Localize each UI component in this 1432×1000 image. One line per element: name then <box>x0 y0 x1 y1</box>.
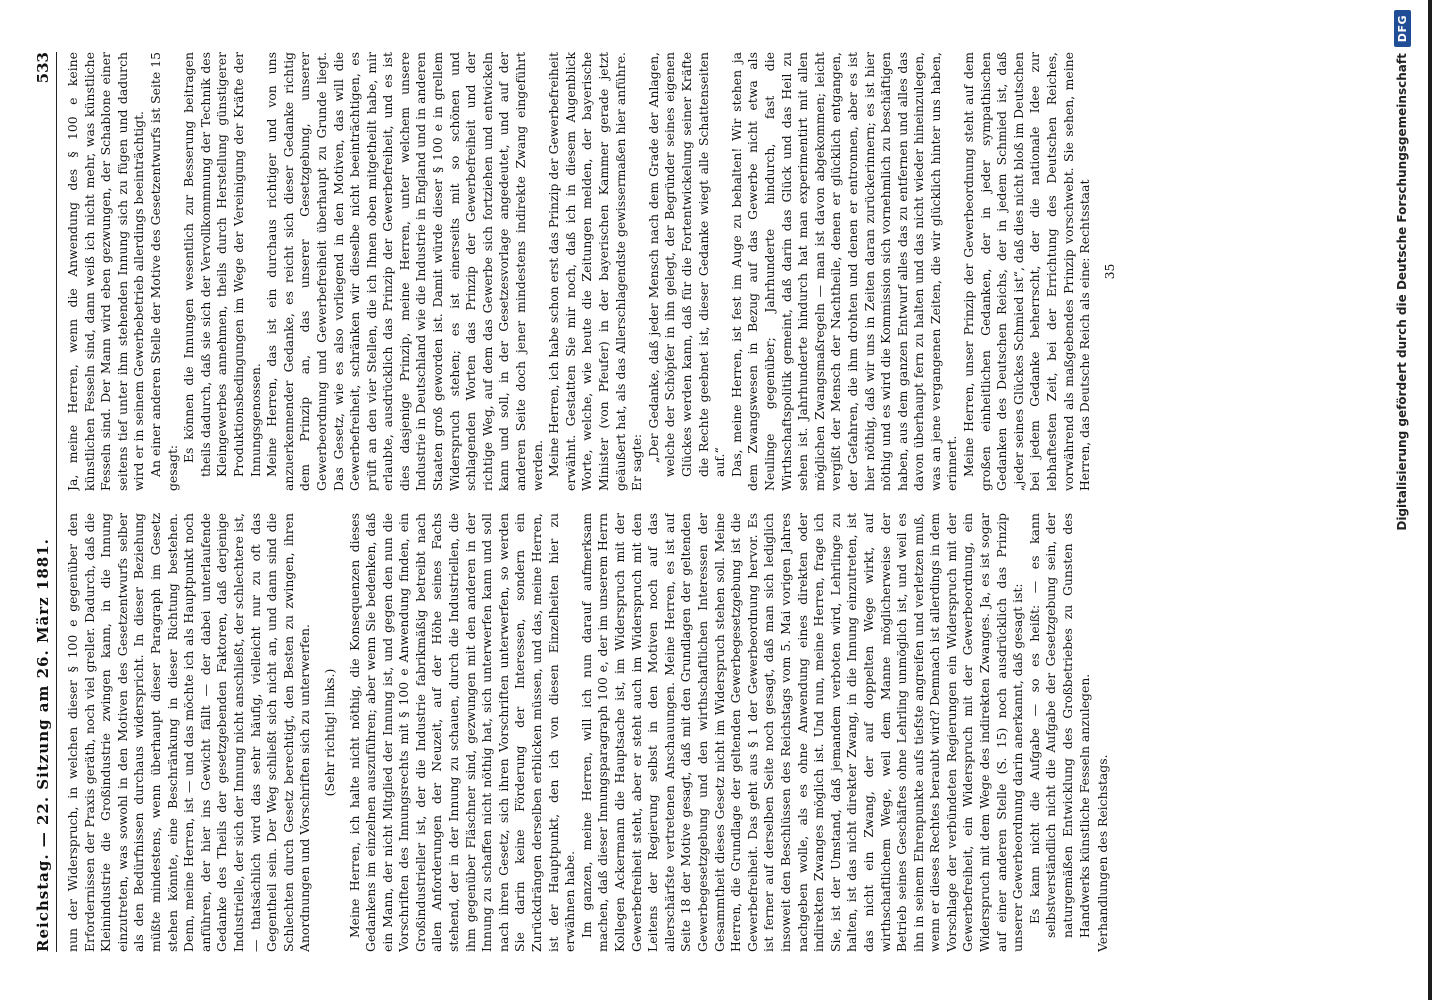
page-header <box>34 52 57 952</box>
paragraph: Das, meine Herren, ist fest im Auge zu behalten! Wir stehen ja dem Zwangswesen in Bezug auf das Gewerbe nicht etwa als Neulinge gegenüber; Jahrhunderte hindurch, fast die Wirthschaftspolitik gemeint, daß darin das Glück und das Heil zu sehen ist. Jahrhunderte hindurch hat man experimentirt mit allen möglichen Zwangsmaßregeln — man ist davon abgekommen; leicht vergißt der Mensch der Nachtheile, denen er glücklich entgangen, der Gefahren, die ihm drohten und denen er entronnen, aber es ist hier nöthig, daß wir uns in Zeiten daran zurückerinnern; es ist hier nöthig und es wird die Kommission sich vornehmlich zu beschäftigen haben, aus dem ganzen Entwurf alles das zu entfernen und alles das davon überhaupt fern zu halten und das nicht wieder hineinzulegen, was an jene vergangenen Zeiten, die wir glücklich hinter uns haben, erinnert. <box>728 52 960 491</box>
header-title: Reichstag. — 22. Sitzung am 26. März 1881. <box>34 538 52 952</box>
page-number: 533 <box>34 52 52 84</box>
column-right <box>65 52 1355 491</box>
paragraph: (Sehr richtig! links.) <box>321 668 337 797</box>
paragraph: Es können die Innungen wesentlich zur Besserung beitragen theils dadurch, daß sie sich der Vervollkommnung der Technik des Kleingewerbes annehmen, theils durch Herstellung günstigerer Produktionsbedingungen im Wege der Vereinigung der Kräfte der Innungsgenossen. <box>181 52 263 477</box>
paragraph: Meine Herren, das ist ein durchaus richtiger und von uns anzuerkennender Gedanke, es reicht sich dieser Gedanke richtig dem Prinzip an, das unserer Gesetzgebung, unserer Gewerbeordnung und Gewerbefreiheit überhaupt zu Grunde liegt. Das Gesetz, wie es also vorliegend in den Motiven, das will die Gewerbefreiheit, schränken wir dieselbe nicht beeinträchtigen, es prüft an den vier Stellen, die ich Ihnen oben mitgetheilt habe, mir erlaubte, ausdrücklich das Prinzip der Gewerbefreiheit, und es ist dies dasjenige Prinzip, meine Herren, unter welchem unsere Industrie in Deutschland wie die Industrie in England und in anderen Staaten groß geworden ist. Damit würde dieser § 100 e in grellem Widerspruch stehen; es ist einerseits mit so schönen und schlagenden Worten das Prinzip der Gewerbefreiheit und der richtige Weg, auf dem das Gewerbe sich fortziehen und entwickeln kann und soll, in der Gesetzesvorlage angedeutet, und auf der anderen Seite doch jener mindestens indirekte Zwang eingeführt werden. <box>264 52 545 491</box>
paragraph: An einer anderen Stelle der Motive des Gesetzentwurfs ist Seite 15 gesagt: <box>147 52 180 491</box>
paragraph: Meine Herren, ich habe schon erst das Prinzip der Gewerbefreiheit erwähnt. Gestatten Sie mir noch, daß ich in diesem Augenblick Worte, welche, wie heute die Zeitungen melden, der bayerische Minister (von Pfeufer) in der bayerischen Kammer gerade jetzt geäußert hat, als das Allerschlagendste gewissermaßen hier anführe. Er sagte: <box>546 52 645 491</box>
credit-text: Digitalisierung gefördert durch die Deutsche Forschungsgemeinschaft <box>1395 53 1409 531</box>
paragraph: Ja, meine Herren, wenn die Anwendung des § 100 e keine künstlichen Fesseln sind, dann weiß ich nicht mehr, was künstliche Fesseln sind. Der Mann wird eben gezwungen, der Schablone einer seitens tief unter ihm stehenden Innung sich zu fügen und dadurch wird er in seinem Gewerbebetrieb allerdings beeinträchtigt. <box>65 52 147 491</box>
paragraph: 35 <box>1101 263 1117 280</box>
paragraph: Verhandlungen des Reichstags. <box>1095 754 1111 952</box>
column-left <box>65 513 1355 952</box>
paragraph: „Der Gedanke, daß jeder Mensch nach dem Grade der Anlagen, welche der Schöpfer in ihn gelegt, der Begründer seines eigenen Glückes werden kann, daß für die Fortentwickelung seiner Kräfte die Rechte geebnet ist, dieser Gedanke wiegt alle Schattenseiten auf.“ <box>645 52 728 477</box>
dfg-logo: DFG <box>1394 10 1411 47</box>
text-columns <box>65 52 1355 952</box>
paragraph: Im ganzen, meine Herren, will ich nun darauf aufmerksam machen, daß dieser Innungsparagraph 100 e, der im unserem Herrn Kollegen Ackermann die Hauptsache ist, im Widerspruch mit der Gewerbefreiheit steht, aber er steht auch im Widerspruch mit den Leitens der Regierung selbst in den Motiven noch auf das allerschärfste vertretenen Anschauungen. Meine Herren, es ist auf Seite 18 der Motive gesagt, daß mit den Grundlagen der geltenden Gewerbegesetzgebung und den wirthschaftlichen Interessen der Gesammtheit dieses Gesetz nicht im Widerspruch stehen soll. Meine Herren, die Grundlage der geltenden Gewerbegesetzgebung ist die Gewerbefreiheit. Das geht aus § 1 der Gewerbeordnung hervor. Es ist ferner auf derselben Seite noch gesagt, daß man sich lediglich insoweit den Beschlüssen des Reichstags vom 5. Mai vorigen Jahres nachgeben wolle, als es ohne Anwendung eines direkten oder indirekten Zwanges möglich ist. Und nun, meine Herren, frage ich Sie, ist der Umstand, daß jemandem verboten wird, Lehrlinge zu halten, ist das nicht direkter Zwang, in die Innung einzutreten, ist das nicht ein Zwang, der auf doppelten Wege wirkt, auf wirthschaftlichem Wege, weil dem Manne möglicherweise der Betrieb seines Geschäftes ohne Lehrling unmöglich ist, und weil es ihn in seinem Ehrenpunkte aufs tiefste angreifen und verletzen muß, wenn er dieses Rechtes beraubt wird? Demnach ist allerdings in dem Vorschlage der verbündeten Regierungen ein Widerspruch mit der Gewerbefreiheit, ein Widerspruch mit der Gewerbeordnung, ein Widerspruch mit dem Wege des indirekten Zwanges. Ja, es ist sogar auf einer anderen Stelle (S. 15) noch ausdrücklich das Prinzip unserer Gewerbeordnung darin anerkannt, daß gesagt ist: <box>578 513 1026 952</box>
paragraph: Meine Herren, unser Prinzip der Gewerbeordnung steht auf dem großen einheitlichen Gedanken, der in jeder sympathischen Gedanken des Deutschen Reichs, der in jedem Schmied ist, daß „jeder seines Glückes Schmied ist“, daß dies nicht bloß im Deutschen bei jedem Gedanke beherrscht, der die nationale Idee zur lebhaftesten Zeit, bei der Errichtung des Deutschen Reiches, vorwährend als maßgebendes Prinzip vorschwebt. Sie sehen, meine Herren, das Deutsche Reich als eine: Rechtsstaat <box>961 52 1093 491</box>
paragraph: Es kann nicht die Aufgabe — so es heißt: — es kann selbstverständlich nicht die Aufgabe der Gesetzgebung sein, der naturgemäßen Entwicklung des Großbetriebes zu Gunsten des Handwerks künstliche Fesseln anzulegen. <box>1026 513 1092 938</box>
paragraph: nun der Widerspruch, in welchen dieser § 100 e gegenüber den Erfordernissen der Praxis geräth, noch viel greller. Dadurch, daß die Kleinindustrie die Großindustrie zwingen kann, in die Innung einzutreten, was sowohl in den Motiven des Gesetzentwurfs selber als den Bedürfnissen durchaus widerspricht. In dieser Beziehung müßte mindestens, wenn überhaupt dieser Paragraph im Gesetz stehen könnte, eine Beschränkung in dieser Richtung bestehen. Denn, meine Herren, ist — und das möchte ich als Hauptpunkt noch anführen, der hier ins Gewicht fällt — der dabei unterlaufende Gedanke des Theils der gesetzgebenden Faktoren, daß derjenige Industrielle, der sich der Innung nicht anschließt, der schlechtere ist, — thatsächlich wird das sehr häufig, vielleicht nur zu oft das Gegentheil sein. Der Weg schließt sich nicht an, und dann sind die Schlechten durch Gesetz berechtigt, den Besten zu zwingen, ihren Anordnungen und Vorschriften sich zu unterwerfen. <box>65 513 313 952</box>
scan-edge <box>1428 0 1432 1000</box>
paragraph: Meine Herren, ich halte nicht nöthig, die Konsequenzen dieses Gedankens im einzelnen auszuführen; aber wenn Sie bedenken, daß ein Mann, der nicht Mitglied der Innung ist, und gegen den nun die Vorschriften des Innungsrechts mit § 100 e Anwendung finden, ein Großindustrieller ist, der die Industrie fabrikmäßig betreibt nach allen Anforderungen der Neuzeit, auf der Höhe seines Fachs stehend, der in der Innung zu schauen, durch die Industriellen, die ihm gegenüber Fläschner sind, gezwungen mit den anderen in der Innung zu schaffen nicht nöthig hat, sich unterwerfen kann und soll nach ihren Gesetz, sich ihren Vorschriften unterwerfen, so werden Sie darin keine Förderung der Interessen, sondern ein Zurückdrängen derselben erblicken müssen, und das, meine Herren, ist der Hauptpunkt, den ich von diesen Einzelheiten hier zu erwähnen habe. <box>346 513 578 952</box>
digitization-credit <box>1380 0 1424 1000</box>
